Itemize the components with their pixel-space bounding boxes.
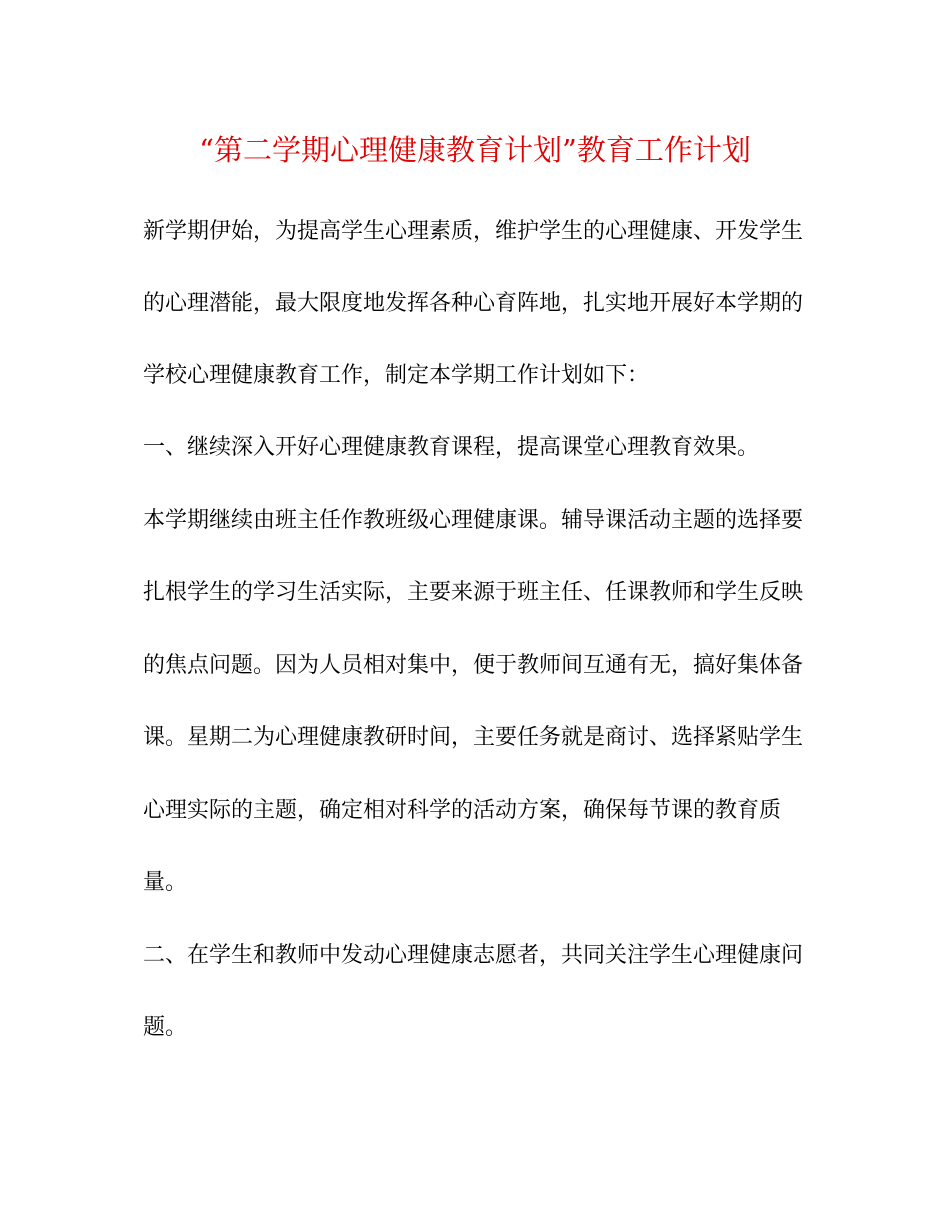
body-line-2: 的心理潜能，最大限度地发挥各种心育阵地，扎实地开展好本学期的 [143,291,804,316]
body-line-10: 量。 [143,870,188,895]
body-line-6: 扎根学生的学习生活实际，主要来源于班主任、任课教师和学生反映 [143,580,804,605]
body-line-7: 的焦点问题。因为人员相对集中，便于教师间互通有无，搞好集体备 [143,653,804,678]
body-line-1: 新学期伊始，为提高学生心理素质，维护学生的心理健康、开发学生 [143,219,804,244]
body-line-9: 心理实际的主题，确定相对科学的活动方案，确保每节课的教育质 [143,798,782,823]
section-heading-2: 二、在学生和教师中发动心理健康志愿者，共同关注学生心理健康问 [143,943,804,968]
body-line-5: 本学期继续由班主任作教班级心理健康课。辅导课活动主题的选择要 [143,508,804,533]
body-line-8: 课。星期二为心理健康教研时间，主要任务就是商讨、选择紧贴学生 [143,725,804,750]
body-line-3: 学校心理健康教育工作，制定本学期工作计划如下： [143,363,650,388]
section-heading-1: 一、继续深入开好心理健康教育课程，提高课堂心理教育效果。 [143,435,760,460]
body-line-12: 题。 [143,1015,188,1040]
document-title: “第二学期心理健康教育计划”教育工作计划 [199,133,751,167]
